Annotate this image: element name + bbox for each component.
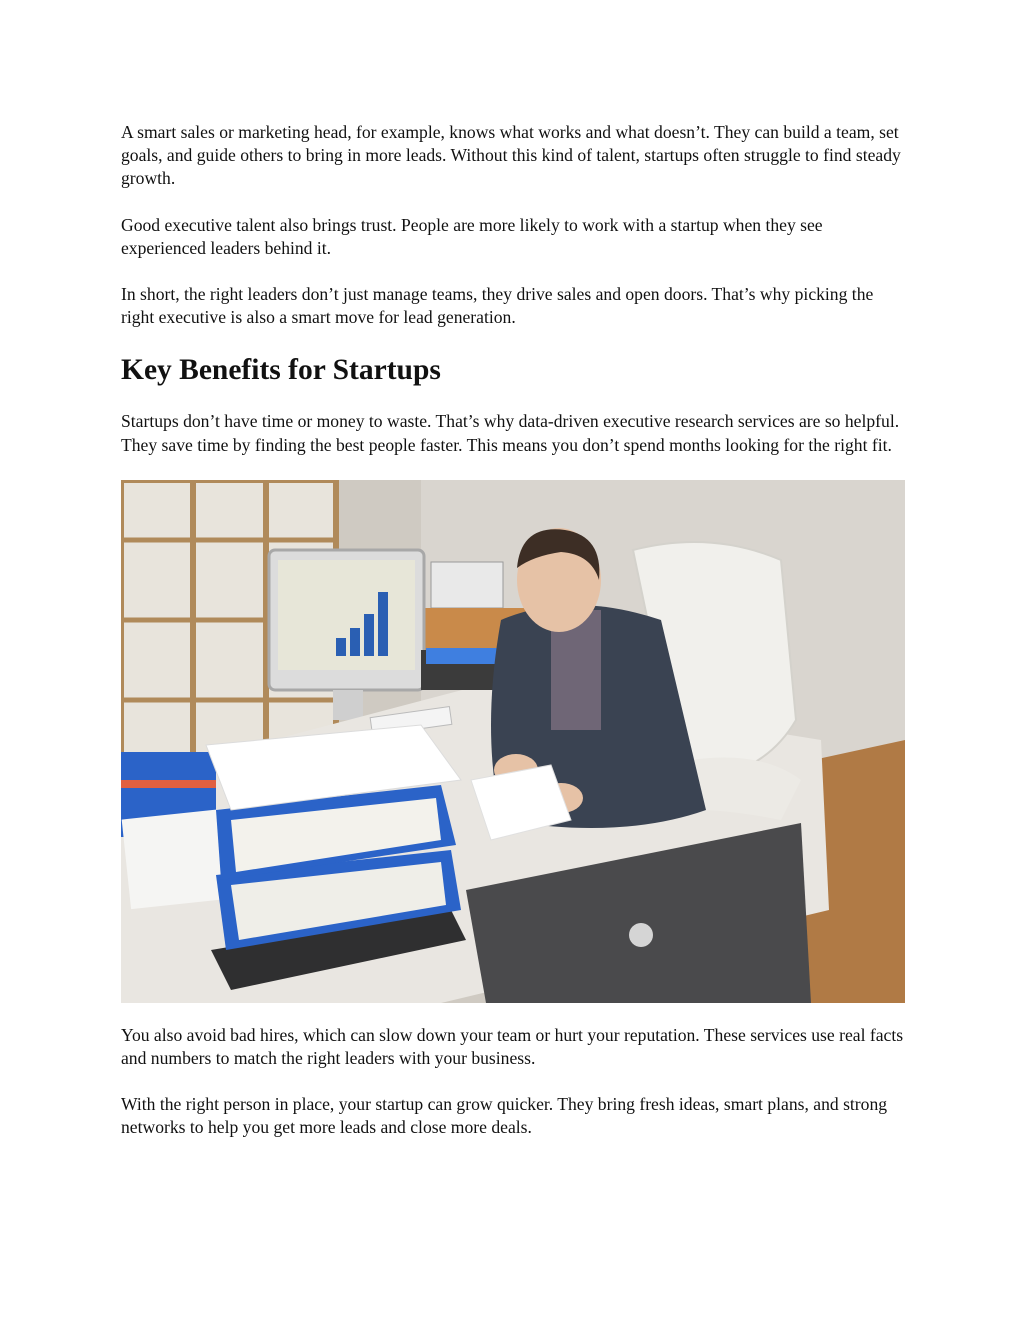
paragraph-grow-quicker: With the right person in place, your startup can grow quicker. They bring fresh ideas, smart plans, and strong networks to help you get more leads and close more deals. bbox=[121, 1094, 888, 1138]
paragraph-avoid-bad-hires: You also avoid bad hires, which can slow down your team or hurt your reputation. These services use real facts and numbers to match the right leaders with your business. bbox=[121, 1024, 904, 1069]
office-photo bbox=[121, 480, 905, 1003]
paragraph-right-leaders: In short, the right leaders don’t just manage teams, they drive sales and open doors. That’s why picking the right executive is also a smart move for lead generation. bbox=[121, 284, 874, 328]
paragraph-executive-trust: Good executive talent also brings trust. People are more likely to work with a startup when they see experienced leaders behind it. bbox=[121, 214, 823, 258]
paragraph-smart-sales-head: A smart sales or marketing head, for example, knows what works and what doesn’t. They can build a team, set goals, and guide others to bring in more leads. Without this kind of talent, startups often struggle to find steady growth. bbox=[121, 122, 901, 189]
section-heading: Key Benefits for Startups bbox=[121, 354, 441, 387]
photo-printer bbox=[431, 562, 503, 608]
document-page bbox=[121, 121, 905, 1163]
paragraph-startups-time: Startups don’t have time or money to waste. That’s why data-driven executive research services are so helpful. They save time by finding the best people faster. This means you don’t spend months looking for the right fit. bbox=[121, 411, 900, 455]
